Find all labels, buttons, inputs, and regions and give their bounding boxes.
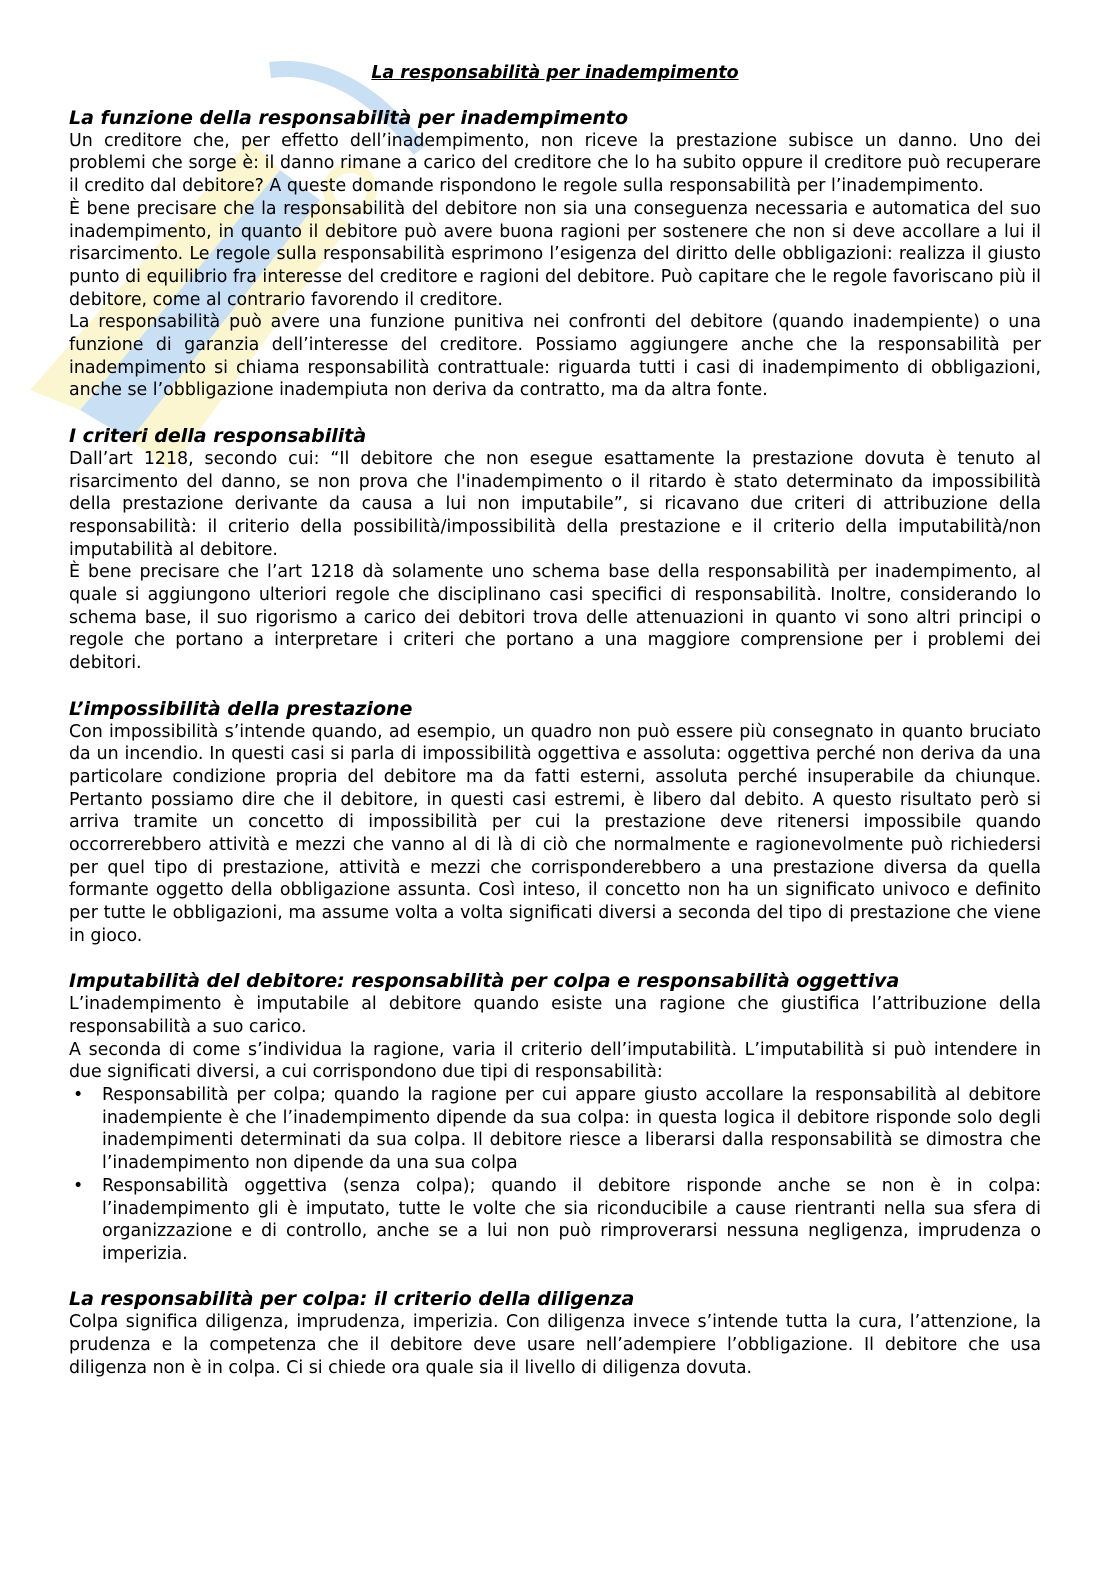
document-title: La responsabilità per inadempimento xyxy=(371,63,739,83)
section-funzione xyxy=(69,107,1041,402)
paragraph: L’inadempimento è imputabile al debitore quando esiste una ragione che giustifica l’attribuzione della responsabilità a suo carico. xyxy=(69,994,1041,1037)
section-criteri xyxy=(69,425,1041,675)
paragraph: La responsabilità può avere una funzione punitiva nei confronti del debitore (quando inadempiente) o una funzione di garanzia dell’interesse del creditore. Possiamo aggiungere anche che la responsabilità per inadempimento si chiama responsabilità contrattuale: riguarda tutti i casi di inadempimento di obbligazioni, anche se l’obbligazione inadempiuta non deriva da contratto, ma da altra fonte. xyxy=(69,312,1041,401)
paragraph: Dall’art 1218, secondo cui: “Il debitore che non esegue esattamente la prestazione dovuta è tenuto al risarcimento del danno, se non prova che l'inadempimento o il ritardo è stato determinato da impossibilità della prestazione derivante da causa a lui non imputabile”, si ricavano due criteri di attribuzione della responsabilità: il criterio della possibilità/impossibilità della prestazione e il criterio della imputabilità/non imputabilità al debitore. xyxy=(69,448,1041,560)
section-heading: L’impossibilità della prestazione xyxy=(69,697,413,720)
section-heading: La funzione della responsabilità per inadempimento xyxy=(69,106,629,129)
paragraph: È bene precisare che l’art 1218 dà solamente uno schema base della responsabilità per inadempimento, al quale si aggiungono ulteriori regole che disciplinano casi specifici di responsabilità. Inoltre, considerando lo schema base, il suo rigorismo a carico dei debitori trova delle attenuazioni in quanto vi sono altri principi o regole che portano a interpretare i criteri che portano a una maggiore comprensione per i problemi dei debitori. xyxy=(69,562,1041,674)
paragraph: Con impossibilità s’intende quando, ad esempio, un quadro non può essere più consegnato in quanto bruciato da un incendio. In questi casi si parla di impossibilità oggettiva e assoluta: oggettiva perché non deriva da una particolare condizione propria del debitore ma da fatti esterni, assoluta perché insuperabile da chiunque. Pertanto possiamo dire che il debitore, in questi casi estremi, è libero dal debito. A questo risultato però si arriva tramite un concetto di impossibilità per cui la prestazione deve ritenersi impossibile quando occorrerebbero attività e mezzi che vanno al di là di ciò che normalmente e ragionevolmente può richiedersi per quel tipo di prestazione, attività e mezzi che corrisponderebbero a una prestazione diversa da quella formante oggetto della obbligazione assunta. Così inteso, il concetto non ha un significato univoco e definito per tutte le obbligazioni, ma assume volta a volta significati diversi a seconda del tipo di prestazione che viene in gioco. xyxy=(69,721,1041,946)
section-impossibilita xyxy=(69,698,1041,948)
section-diligenza xyxy=(69,1288,1041,1379)
paragraph: È bene precisare che la responsabilità del debitore non sia una conseguenza necessaria e automatica del suo inadempimento, in quanto il debitore può avere buona ragioni per sostenere che non si deve accollare a lui il risarcimento. Le regole sulla responsabilità esprimono l’esigenza del diritto delle obbligazioni: realizza il giusto punto di equilibrio fra interesse del creditore e ragioni del debitore. Può capitare che le regole favoriscano più il debitore, come al contrario favorendo il creditore. xyxy=(69,198,1041,310)
list-item xyxy=(69,1175,1041,1266)
paragraph: A seconda di come s’individua la ragione, varia il criterio dell’imputabilità. L’imputabilità si può intendere in due significati diversi, a cui corrispondono due tipi di responsabilità: xyxy=(69,1039,1041,1083)
section-heading: Imputabilità del debitore: responsabilità per colpa e responsabilità oggettiva xyxy=(69,970,900,993)
section-heading: La responsabilità per colpa: il criterio della diligenza xyxy=(69,1288,635,1311)
bullet-icon: • xyxy=(73,1085,84,1106)
paragraph: Un creditore che, per effetto dell’inadempimento, non riceve la prestazione subisce un danno. Uno dei problemi che sorge è: il danno rimane a carico del creditore che lo ha subito oppure il creditore può recuperare il credito dal debitore? A queste domande rispondono le regole sulla responsabilità per l’inadempimento. xyxy=(69,130,1041,197)
section-imputabilita xyxy=(69,970,1041,1265)
document-page xyxy=(69,62,1041,1402)
bullet-list xyxy=(69,1084,1041,1266)
list-item xyxy=(69,1084,1041,1175)
list-item-text: Responsabilità per colpa; quando la ragione per cui appare giusto accollare la responsabilità al debitore inadempiente è che l’inadempimento dipende da sua colpa: in questa logica il debitore risponde solo degli inadempimenti determinati da sua colpa. Il debitore riesce a liberarsi dalla responsabilità se dimostra che l’inadempimento non dipende da una sua colpa xyxy=(102,1085,1041,1174)
list-item-text: Responsabilità oggettiva (senza colpa); quando il debitore risponde anche se non è in colpa: l’inadempimento gli è imputato, tutte le volte che sia riconducibile a cause rientranti nella sua sfera di organizzazione e di controllo, anche se a lui non può rimproverarsi nessuna negligenza, imprudenza o imperizia. xyxy=(102,1175,1041,1264)
section-heading: I criteri della responsabilità xyxy=(69,424,367,447)
bullet-icon: • xyxy=(73,1175,84,1196)
paragraph: Colpa significa diligenza, imprudenza, imperizia. Con diligenza invece s’intende tutta la cura, l’attenzione, la prudenza e la competenza che il debitore deve usare nell’adempiere l’obbligazione. Il debitore che usa diligenza non è in colpa. Ci si chiede ora quale sia il livello di diligenza dovuta. xyxy=(69,1312,1041,1378)
